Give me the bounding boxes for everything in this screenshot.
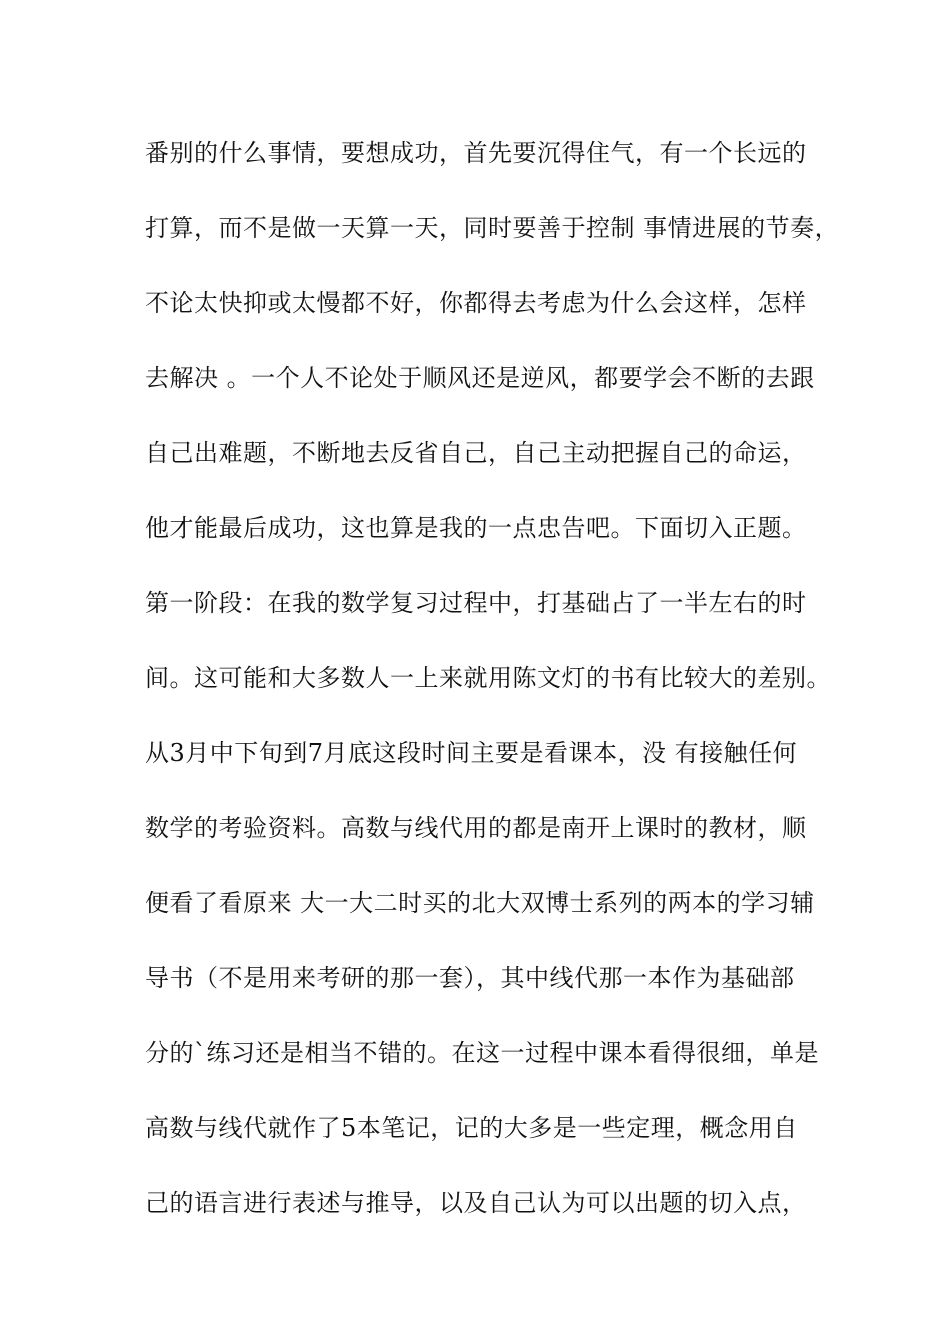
text-line: 打算，而不是做一天算一天，同时要善于控制 事情进展的节奏， (145, 214, 840, 242)
text-line: 去解决 。一个人不论处于顺风还是逆风，都要学会不断的去跟 (145, 364, 815, 392)
text-line: 高数与线代就作了5本笔记，记的大多是一些定理，概念用自 (145, 1114, 798, 1142)
text-line: 不论太快抑或太慢都不好，你都得去考虑为什么会这样，怎样 (145, 289, 807, 317)
text-line: 间。这可能和大多数人一上来就用陈文灯的书有比较大的差别。 (145, 664, 831, 692)
text-line: 第一阶段：在我的数学复习过程中，打基础占了一半左右的时 (145, 589, 807, 617)
text-line: 自己出难题，不断地去反省自己，自己主动把握自己的命运， (145, 439, 807, 467)
body-text (145, 132, 840, 1257)
text-line: 数学的考验资料。高数与线代用的都是南开上课时的教材，顺 (145, 814, 807, 842)
text-line: 分的`练习还是相当不错的。在这一过程中课本看得很细，单是 (145, 1039, 819, 1067)
text-line: 番别的什么事情，要想成功，首先要沉得住气，有一个长远的 (145, 139, 807, 167)
text-line: 便看了看原来 大一大二时买的北大双博士系列的两本的学习辅 (145, 889, 815, 917)
text-line: 从3月中下旬到7月底这段时间主要是看课本，没 有接触任何 (145, 739, 798, 767)
text-line: 导书（不是用来考研的那一套），其中线代那一本作为基础部 (145, 964, 795, 992)
text-line: 他才能最后成功，这也算是我的一点忠告吧。下面切入正题。 (145, 514, 807, 542)
text-line: 己的语言进行表述与推导，以及自己认为可以出题的切入点， (145, 1189, 807, 1217)
